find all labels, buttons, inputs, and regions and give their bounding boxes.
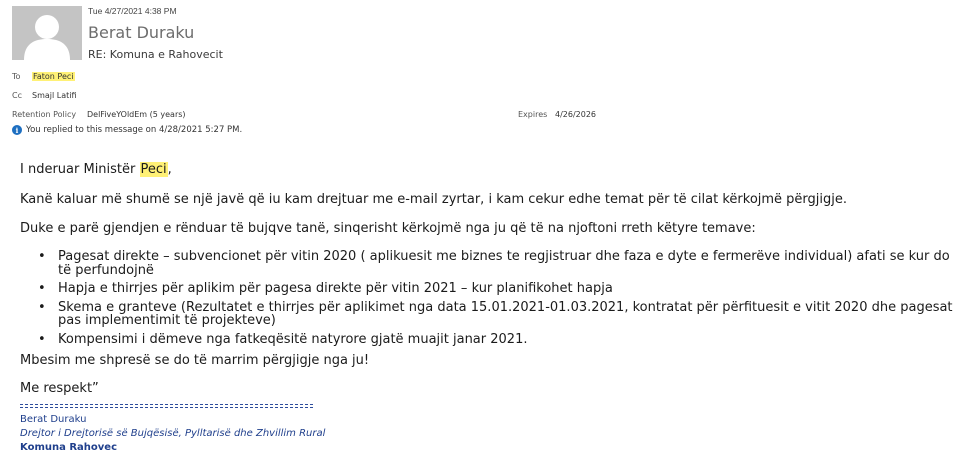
info-icon: i xyxy=(12,125,22,135)
greeting-prefix: I nderuar Ministër xyxy=(20,162,140,177)
signature-org: Komuna Rahovec xyxy=(20,442,117,453)
expires-value: 4/26/2026 xyxy=(555,110,597,119)
sent-date: Tue 4/27/2021 4:38 PM xyxy=(88,6,177,16)
expires-label: Expires xyxy=(518,110,548,119)
greeting-name: Peci xyxy=(140,162,167,177)
greeting-suffix: , xyxy=(167,162,172,177)
signature-name: Berat Duraku xyxy=(20,414,87,425)
list-item: • Pagesat direkte – subvencionet për vitin 2020 ( aplikuesit me biznes te regjistruar dhe faza e dyte e fermerëve individual) afati se kur do të perfundojnë xyxy=(38,250,956,277)
retention-label: Retention Policy xyxy=(12,110,77,119)
retention-value: DelFiveYOldEm (5 years) xyxy=(87,110,186,119)
avatar[interactable] xyxy=(12,6,82,60)
sender-name[interactable]: Berat Duraku xyxy=(88,23,195,42)
greeting xyxy=(20,162,172,177)
to-recipient[interactable] xyxy=(32,72,75,81)
email-subject: RE: Komuna e Rahovecit xyxy=(88,48,223,61)
to-label: To xyxy=(12,72,21,81)
reply-info-text: You replied to this message on 4/28/2021 5:27 PM. xyxy=(26,125,243,135)
paragraph-2: Duke e parë gjendjen e rënduar të bujqve tanë, sinqerisht kërkojmë nga ju që të na njoftoni rreth këtyre temave: xyxy=(20,221,756,236)
list-item: • Kompensimi i dëmeve nga fatkeqësitë natyrore gjatë muajit janar 2021. xyxy=(38,333,956,347)
signature-divider xyxy=(20,404,313,405)
to-recipient-name: Faton Peci xyxy=(33,72,74,81)
closing: Me respekt” xyxy=(20,381,99,396)
signature-title: Drejtor i Drejtorisë së Bujqësisë, Pylltarisë dhe Zhvillim Rural xyxy=(20,428,326,439)
cc-label: Cc xyxy=(12,91,22,100)
reply-info-bar[interactable] xyxy=(12,125,242,135)
paragraph-3: Mbesim me shpresë se do të marrim përgjigje nga ju! xyxy=(20,353,370,368)
list-item: • Hapja e thirrjes për aplikim për pagesa direkte për vitin 2021 – kur planifikohet hapja xyxy=(38,282,956,296)
paragraph-1: Kanë kaluar më shumë se një javë që iu kam drejtuar me e-mail zyrtar, i kam cekur edhe temat për të cilat kërkojmë përgjigje. xyxy=(20,192,848,207)
cc-recipient[interactable]: Smajl Latifi xyxy=(32,91,77,100)
signature-divider xyxy=(20,407,313,408)
user-silhouette-icon xyxy=(12,6,82,60)
email-header xyxy=(0,0,960,150)
topics-list xyxy=(38,250,956,351)
list-item: • Skema e granteve (Rezultatet e thirrjes për aplikimet nga data 15.01.2021-01.03.2021, kontratat për përfituesit e vitit 2020 dhe pagesat pas implementimit të projekteve) xyxy=(38,301,956,328)
